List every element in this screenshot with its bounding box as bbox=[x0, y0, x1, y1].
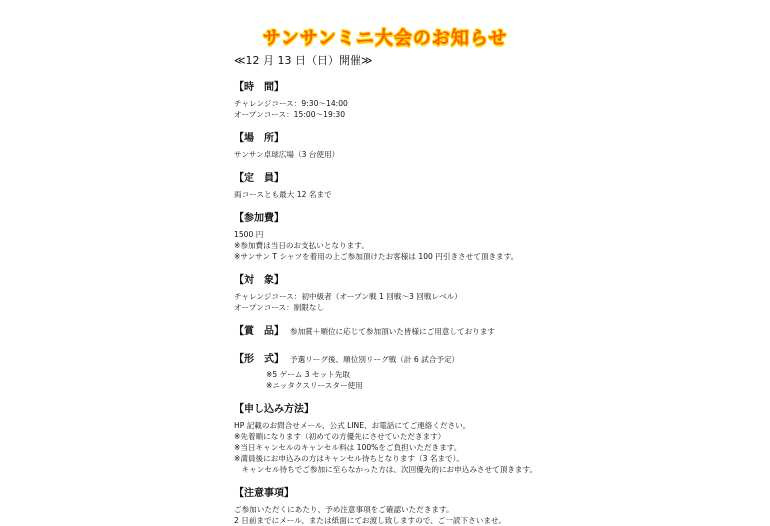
document-body bbox=[234, 52, 754, 526]
format-line: ※5 ゲーム 3 セット先取 bbox=[266, 370, 351, 379]
apply-line: ※先着順になります（初めての方優先にさせていただきます） bbox=[234, 432, 446, 441]
apply-line: キャンセル待ちでご参加に至らなかった方は、次回優先的にお申込みさせて頂きます。 bbox=[234, 465, 538, 474]
section-heading-format: 【形 式】 bbox=[234, 354, 284, 365]
place-line: サンサン卓球広場（3 台使用） bbox=[234, 150, 340, 159]
event-date: ≪12 月 13 日（日）開催≫ bbox=[234, 54, 373, 67]
section-heading-capacity: 【定 員】 bbox=[234, 173, 284, 184]
apply-line: ※当日キャンセルのキャンセル料は 100%をご負担いただきます。 bbox=[234, 443, 462, 452]
section-heading-place: 【場 所】 bbox=[234, 133, 284, 144]
format-text: 予選リーグ後、順位別リーグ戦（計 6 試合予定） bbox=[290, 355, 460, 364]
prize-text: 参加賞＋順位に応じて参加頂いた皆様にご用意しております bbox=[290, 327, 496, 336]
section-heading-fee: 【参加費】 bbox=[234, 213, 284, 224]
fee-line: 1500 円 bbox=[234, 230, 264, 239]
format-row bbox=[234, 350, 754, 365]
target-line: オープンコース：制限なし bbox=[234, 303, 325, 312]
fee-line: ※参加費は当日のお支払いとなります。 bbox=[234, 241, 369, 250]
section-heading-notes: 【注意事項】 bbox=[234, 488, 294, 499]
capacity-line: 両コースとも最大 12 名まで bbox=[234, 190, 332, 199]
section-heading-target: 【対 象】 bbox=[234, 275, 284, 286]
time-line: オープンコース：15:00〜19:30 bbox=[234, 110, 346, 119]
prize-row bbox=[234, 322, 754, 337]
format-line: ※ニッタクスリースター使用 bbox=[266, 381, 363, 390]
section-heading-apply: 【申し込み方法】 bbox=[234, 404, 314, 415]
notes-line: 2 日前までにメール、または紙面にてお渡し致しますので、ご一読下さいませ。 bbox=[234, 516, 506, 525]
section-heading-prize: 【賞 品】 bbox=[234, 326, 284, 337]
section-heading-time: 【時 間】 bbox=[234, 82, 284, 93]
apply-line: ※満員後にお申込みの方はキャンセル待ちとなります（3 名まで）。 bbox=[234, 454, 465, 463]
page-title: サンサンミニ大会のお知らせ bbox=[262, 28, 508, 49]
notes-line: ご参加いただくにあたり、予め注意事項をご確認いただきます。 bbox=[234, 505, 454, 514]
apply-line: HP 記載のお問合せメール、公式 LINE、お電話にてご連絡ください。 bbox=[234, 421, 471, 430]
time-line: チャレンジコース：9:30〜14:00 bbox=[234, 99, 348, 108]
fee-line: ※サンサン T シャツを着用の上ご参加頂けたお客様は 100 円引きさせて頂きます。 bbox=[234, 252, 519, 261]
target-line: チャレンジコース：初中級者（オープン戦 1 回戦〜3 回戦レベル） bbox=[234, 292, 462, 301]
